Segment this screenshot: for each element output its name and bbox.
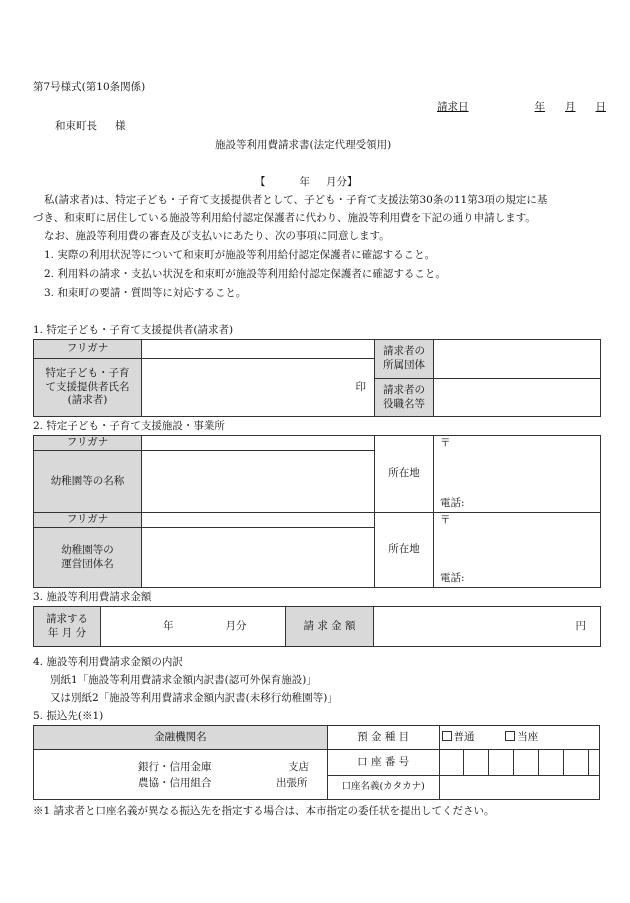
current-option[interactable]: 当座	[505, 731, 538, 743]
page-title: 施設等利用費請求書(法定代理受領用)	[215, 139, 392, 151]
office-label: 出張所	[276, 776, 308, 789]
requester-title-label: 請求者の 役職名等	[375, 379, 434, 417]
account-name-field[interactable]	[439, 776, 599, 800]
footnote: ※1 請求者と口座名義が異なる振込先を指定する場合は、本市指定の委任状を提出してください。	[33, 805, 495, 817]
bank-type-1: 銀行・信用金庫	[138, 760, 212, 773]
provider-table	[33, 339, 601, 417]
provider-name-label: 特定子ども・子育 て支援提供者氏名 (請求者)	[34, 359, 142, 417]
facility-name-field[interactable]	[142, 451, 375, 513]
bank-type-2: 農協・信用組合	[138, 776, 212, 789]
section2-heading: 2. 特定子ども・子育て支援施設・事業所	[33, 420, 225, 432]
section5-heading: 5. 振込先(※1)	[33, 710, 104, 722]
section3-heading: 3. 施設等利用費請求金額	[33, 591, 152, 603]
amount-field[interactable]	[374, 607, 601, 647]
provider-furigana-field[interactable]	[142, 340, 375, 359]
facility-address-label: 所在地	[375, 436, 434, 513]
operator-address-field[interactable]	[434, 513, 601, 588]
operator-name-field[interactable]	[142, 528, 375, 588]
ordinary-checkbox[interactable]	[442, 731, 452, 741]
billing-period	[255, 175, 358, 189]
addressee-name: 和束町長	[55, 120, 97, 132]
requester-title-field[interactable]	[434, 379, 601, 417]
requester-org-field[interactable]	[434, 340, 601, 379]
requester-org-label: 請求者の 所属団体	[375, 340, 434, 379]
account-digit-7[interactable]	[588, 750, 599, 776]
deposit-type-label: 預 金 種 目	[327, 726, 439, 750]
consent-item-2: 2. 利用料の請求・支払い状況を和束町が施設等利用給付認定保護者に確認すること。	[44, 268, 446, 280]
facility-furigana-field[interactable]	[142, 436, 375, 451]
billing-month-unit: 月分	[225, 619, 247, 632]
account-number-label: 口 座 番 号	[327, 750, 439, 776]
date-day: 日	[595, 101, 606, 113]
facility-address-field[interactable]	[434, 436, 601, 513]
section4-heading: 4. 施設等利用費請求金額の内訳	[33, 656, 183, 668]
operator-furigana-label: フリガナ	[34, 513, 142, 528]
addressee-suffix: 様	[115, 120, 126, 132]
facility-table	[33, 435, 601, 588]
body-para1-line2: づき、和束町に居住している施設等利用給付認定保護者に代わり、施設等利用費を下記の通り申請します。	[33, 212, 536, 224]
current-checkbox[interactable]	[505, 731, 515, 741]
seal-mark: 印	[355, 380, 366, 393]
account-digit-2[interactable]	[464, 750, 489, 776]
ordinary-option[interactable]: 普通	[442, 731, 475, 743]
breakdown-line2: 又は別紙2「施設等利用費請求金額内訳書(未移行幼稚園等)」	[50, 692, 338, 704]
body-para2: なお、施設等利用費の審査及び支払いにあたり、次の事項に同意します。	[44, 230, 390, 242]
consent-item-1: 1. 実際の利用状況等について和束町が施設等利用給付認定保護者に確認すること。	[44, 249, 436, 261]
period-year: 年	[299, 176, 310, 188]
billing-period-field[interactable]	[101, 607, 286, 647]
bank-name-label: 金融機関名	[34, 726, 328, 750]
period-close: 】	[347, 176, 358, 188]
section1-heading: 1. 特定子ども・子育て支援提供者(請求者)	[33, 324, 234, 336]
account-digit-5[interactable]	[538, 750, 563, 776]
date-year: 年	[534, 101, 545, 113]
account-digit-4[interactable]	[514, 750, 539, 776]
account-digit-1[interactable]	[439, 750, 464, 776]
account-name-label: 口座名義(カタカナ)	[327, 776, 439, 800]
period-open: 【	[255, 176, 266, 188]
operator-furigana-field[interactable]	[142, 513, 375, 528]
bank-table	[33, 725, 600, 800]
amount-label: 請 求 金 額	[286, 607, 374, 647]
request-date	[437, 100, 606, 114]
facility-name-label: 幼稚園等の名称	[34, 451, 142, 513]
operator-phone-label: 電話:	[440, 572, 465, 584]
yen-unit: 円	[575, 619, 586, 632]
period-month: 月分	[326, 176, 347, 188]
deposit-type-options	[439, 726, 599, 750]
account-digit-3[interactable]	[489, 750, 514, 776]
provider-furigana-label: フリガナ	[34, 340, 142, 359]
addressee	[55, 119, 126, 133]
breakdown-line1: 別紙1「施設等利用費請求金額内訳書(認可外保育施設)」	[50, 674, 317, 686]
facility-furigana-label: フリガナ	[34, 436, 142, 451]
request-date-label: 請求日	[437, 101, 469, 113]
billing-year-unit: 年	[163, 619, 174, 632]
billing-period-label: 請求する 年 月 分	[34, 607, 101, 647]
form-number: 第7号様式(第10条関係)	[33, 81, 146, 93]
bank-name-field[interactable]	[34, 750, 328, 800]
operator-name-label: 幼稚園等の 運営団体名	[34, 528, 142, 588]
facility-postal-mark: 〒	[440, 437, 451, 449]
consent-item-3: 3. 和束町の要請・質問等に対応すること。	[44, 287, 247, 299]
facility-phone-label: 電話:	[440, 497, 465, 509]
amount-table	[33, 606, 601, 647]
provider-name-field[interactable]	[142, 359, 375, 417]
branch-label: 支店	[288, 760, 309, 773]
account-digit-6[interactable]	[563, 750, 588, 776]
body-para1-line1: 私(請求者)は、特定子ども・子育て支援提供者として、子ども・子育て支援法第30条の11第3項の規定に基	[44, 194, 548, 206]
operator-postal-mark: 〒	[440, 514, 451, 526]
date-month: 月	[565, 101, 576, 113]
operator-address-label: 所在地	[375, 513, 434, 588]
